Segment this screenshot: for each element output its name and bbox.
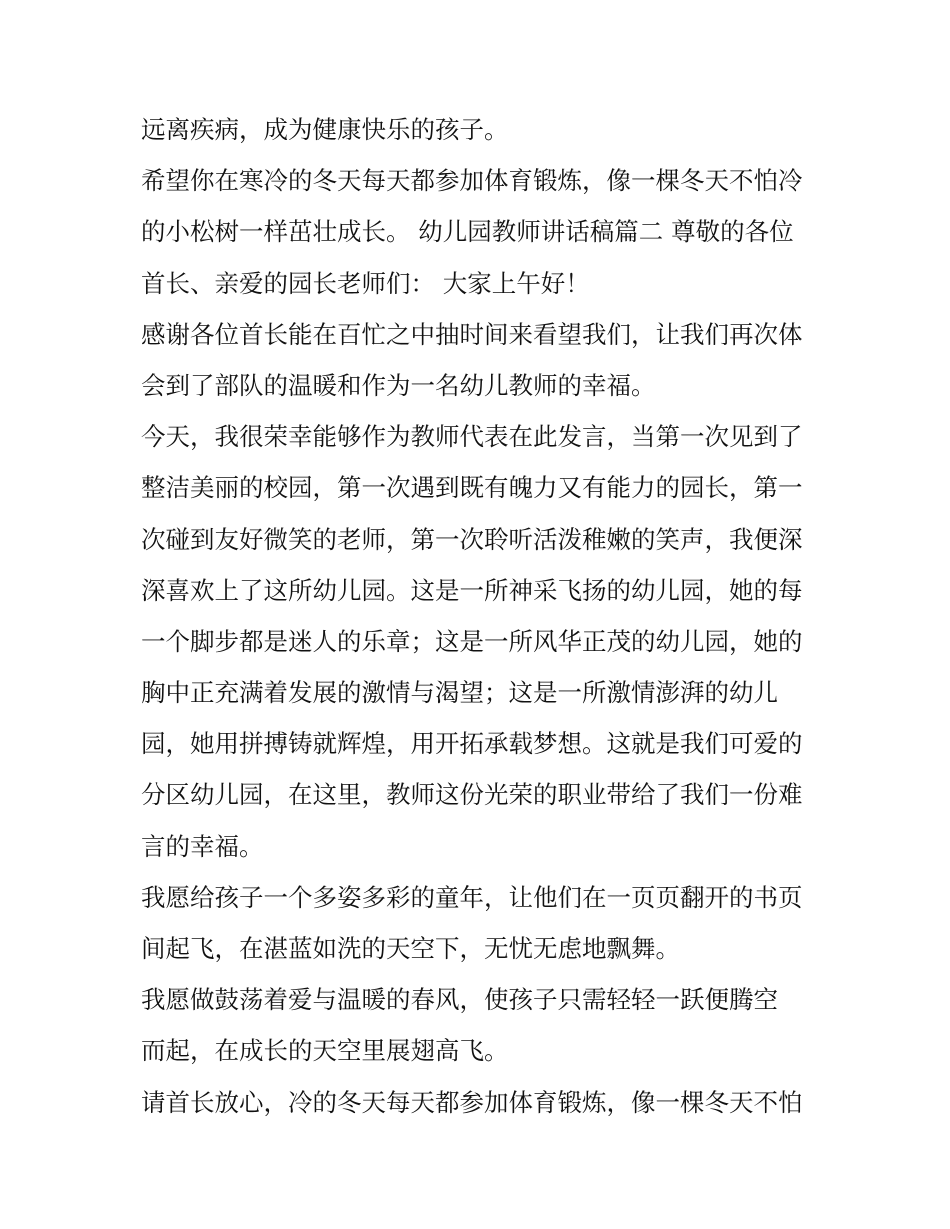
text-line: 远离疾病，成为健康快乐的孩子。 [141,115,509,144]
text-line: 次碰到友好微笑的老师，第一次聆听活泼稚嫩的笑声，我便深 [141,524,803,554]
text-line: 言的幸福。 [141,831,264,861]
text-line: 整洁美丽的校园，第一次遇到既有魄力又有能力的园长，第一 [141,473,803,503]
text-line: 希望你在寒冷的冬天每天都参加体育锻炼，像一棵冬天不怕冷 [141,166,803,196]
text-line: 我愿给孩子一个多姿多彩的童年，让他们在一页页翻开的书页 [141,882,803,912]
text-line: 深喜欢上了这所幼儿园。这是一所神采飞扬的幼儿园，她的每 [141,575,803,605]
text-line: 首长、亲爱的园长老师们： 大家上午好！ [141,268,590,298]
text-line: 的小松树一样茁壮成长。 幼儿园教师讲话稿篇二 尊敬的各位 [141,217,794,247]
text-line: 一个脚步都是迷人的乐章；这是一所风华正茂的幼儿园，她的 [141,626,803,656]
document-body [141,104,821,1128]
text-line: 今天，我很荣幸能够作为教师代表在此发言，当第一次见到了 [141,422,803,452]
text-line: 我愿做鼓荡着爱与温暖的春风，使孩子只需轻轻一跃便腾空 [141,985,778,1015]
text-line: 间起飞，在湛蓝如洗的天空下，无忧无虑地飘舞。 [141,934,680,963]
text-line: 胸中正充满着发展的激情与渴望；这是一所激情澎湃的幼儿 [141,678,778,708]
text-line: 园，她用拼搏铸就辉煌，用开拓承载梦想。这就是我们可爱的 [141,729,803,759]
text-line: 会到了部队的温暖和作为一名幼儿教师的幸福。 [141,370,656,400]
text-line: 感谢各位首长能在百忙之中抽时间来看望我们，让我们再次体 [141,319,803,349]
text-line: 请首长放心，冷的冬天每天都参加体育锻炼，像一棵冬天不怕 [141,1087,803,1117]
text-line: 而起，在成长的天空里展翅高飞。 [141,1036,509,1066]
text-line: 分区幼儿园，在这里，教师这份光荣的职业带给了我们一份难 [141,780,803,810]
